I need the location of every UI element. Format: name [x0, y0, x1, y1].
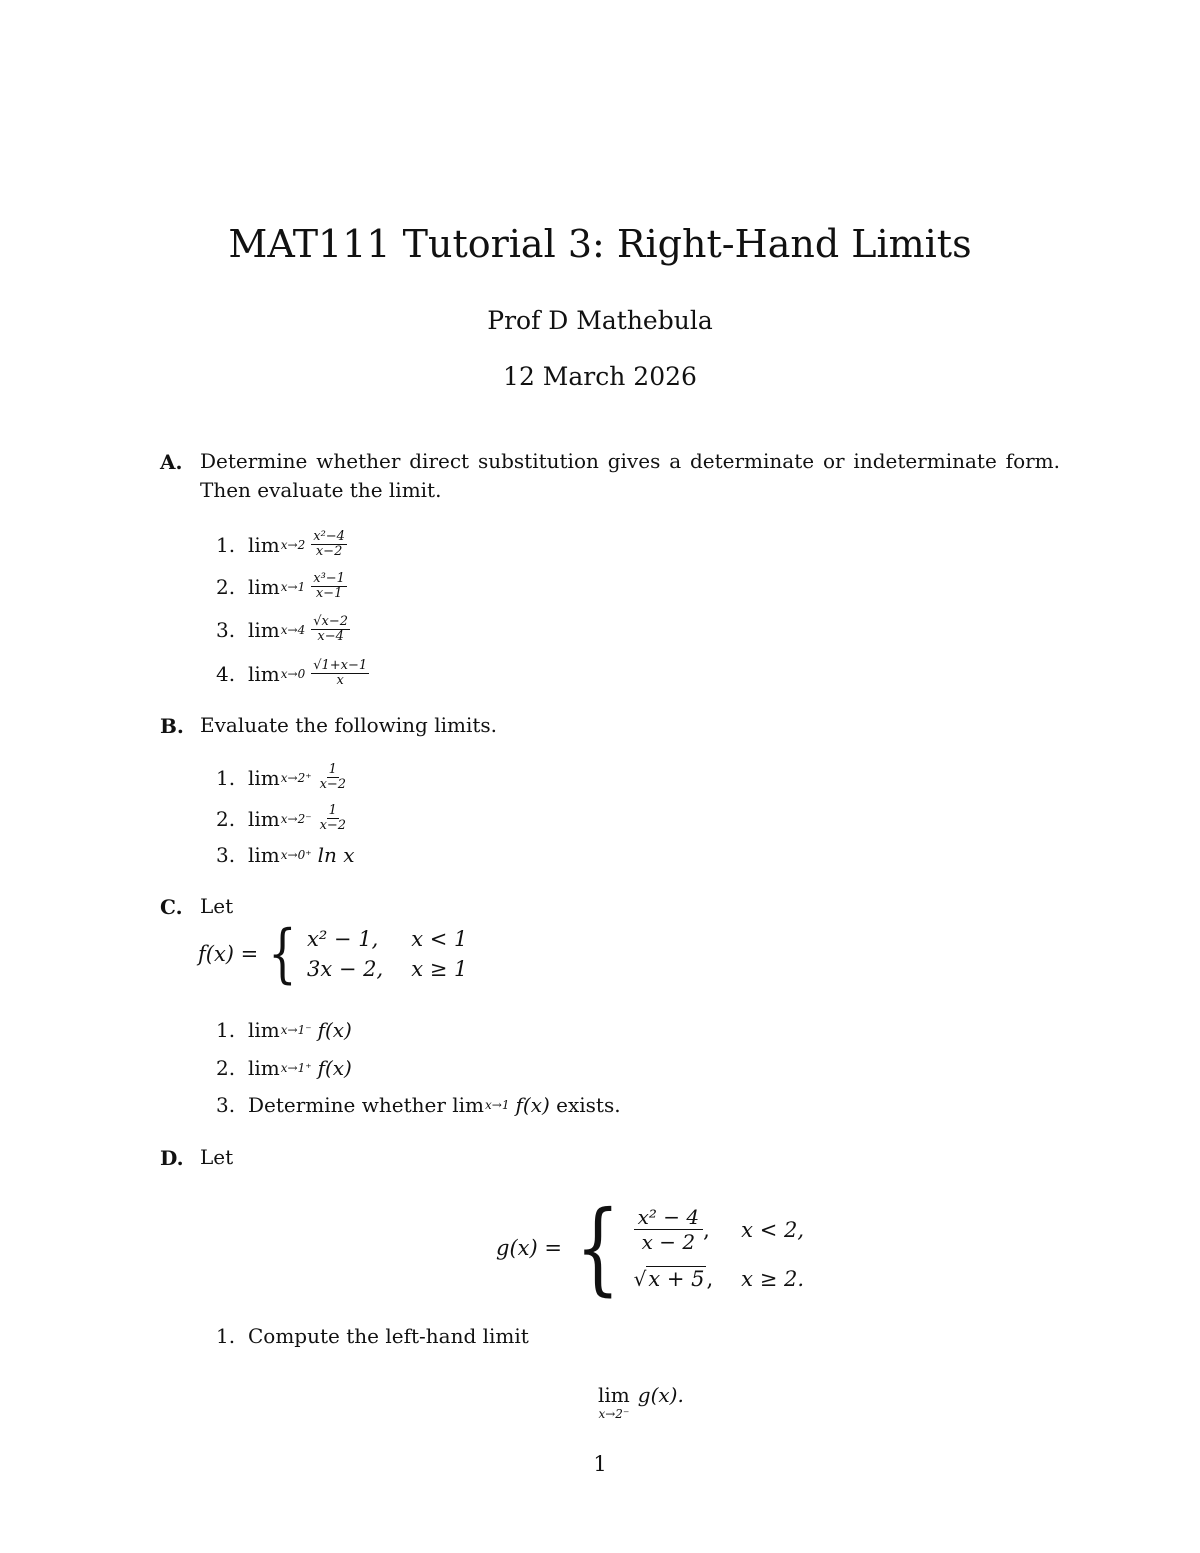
page-title: MAT111 Tutorial 3: Right-Hand Limits [228, 222, 972, 266]
denominator: x − 2 [641, 1230, 696, 1254]
numerator: x²−4 [313, 529, 345, 544]
section-a-label: A. [160, 450, 183, 474]
section-c-item-1 [216, 1018, 352, 1042]
fraction [311, 615, 350, 644]
section-b-item-2 [216, 804, 348, 833]
fraction [318, 763, 349, 792]
item-number: 1. [216, 1018, 236, 1042]
author: Prof D Mathebula [487, 306, 713, 335]
section-c-item-2 [216, 1056, 352, 1080]
section-b-text: Evaluate the following limits. [200, 713, 498, 737]
fraction [318, 804, 349, 833]
radical-icon: √ [633, 1267, 647, 1291]
section-b-label: B. [160, 714, 184, 738]
left-brace-icon: { [575, 1189, 621, 1306]
section-a-item-1 [216, 530, 347, 559]
section-b-item-3 [216, 843, 354, 867]
numerator: x³−1 [313, 571, 345, 586]
piecewise-g [496, 1189, 804, 1306]
section-c-item-3 [216, 1093, 621, 1117]
section-a-item-2 [216, 572, 347, 601]
item-number: 3. [216, 843, 236, 867]
lim-operator: lim [598, 1383, 630, 1407]
cases [307, 927, 467, 981]
section-a-item-3 [216, 615, 350, 644]
section-c-text: Let [200, 894, 234, 918]
lim-operator: lim [248, 574, 280, 599]
item-number: 2. [216, 806, 236, 831]
lim-subscript: x→0⁺ [280, 848, 312, 862]
lim-subscript: x→1⁺ [280, 1061, 312, 1075]
fraction [311, 659, 369, 688]
lim-operator: lim [248, 765, 280, 790]
denominator: x−4 [317, 629, 344, 644]
lim-operator: lim [248, 661, 280, 686]
expression: f(x) [515, 1093, 550, 1117]
case-cond: x ≥ 2. [741, 1266, 804, 1291]
case-cond: x ≥ 1 [411, 957, 468, 981]
expression: g(x). [637, 1383, 684, 1407]
lim-subscript: x→1⁻ [280, 1023, 312, 1037]
lim-operator: lim [248, 617, 280, 642]
case-expr: x² − 1, [307, 927, 379, 951]
item-number: 2. [216, 574, 236, 599]
piecewise-f [198, 917, 468, 991]
numerator: 1 [328, 762, 337, 777]
lim-subscript: x→1 [485, 1098, 510, 1112]
case-expr [634, 1266, 714, 1291]
denominator: x−2 [315, 544, 343, 559]
case-expr: 3x − 2, [307, 957, 384, 981]
numerator: x² − 4 [634, 1205, 704, 1230]
item-number: 2. [216, 1056, 236, 1080]
section-a-text: Determine whether direct substitution gives a determinate or indeterminate form. Then evaluate the limit. [200, 449, 1060, 502]
section-b-item-1 [216, 763, 348, 792]
numerator: √1+x−1 [313, 658, 368, 673]
numerator: 1 [328, 803, 337, 818]
denominator: x−2 [319, 818, 347, 833]
case-cond: x < 2, [741, 1217, 804, 1242]
section-a-item-4 [216, 659, 369, 688]
section-d-label: D. [160, 1146, 184, 1170]
lim-operator: lim [248, 843, 280, 867]
lim-operator: lim [248, 1018, 280, 1042]
section-d-item-1 [216, 1324, 529, 1348]
fraction [634, 1205, 704, 1254]
item-number: 1. [216, 532, 236, 557]
display-limit [598, 1383, 684, 1421]
section-d-text: Let [200, 1145, 234, 1169]
lim-subscript: x→0 [280, 666, 306, 681]
case-expr [634, 1205, 714, 1254]
lim-subscript: x→2⁺ [280, 770, 312, 785]
square-root [634, 1266, 707, 1291]
numerator: √x−2 [313, 614, 349, 629]
lim-subscript: x→2⁻ [280, 811, 312, 826]
item-text: Compute the left-hand limit [248, 1324, 529, 1348]
item-number: 3. [216, 617, 236, 642]
function-name: g(x) = [496, 1236, 562, 1260]
item-text-post: exists. [549, 1093, 621, 1117]
section-c-label: C. [160, 895, 183, 919]
left-brace-icon: { [268, 917, 297, 991]
item-number: 1. [216, 765, 236, 790]
denominator: x [336, 673, 344, 688]
expression: f(x) [317, 1018, 352, 1042]
function-name: f(x) = [198, 942, 259, 966]
fraction [311, 572, 347, 601]
expression: ln x [317, 843, 355, 867]
denominator: x−1 [315, 586, 343, 601]
denominator: x−2 [319, 777, 347, 792]
item-number: 3. [216, 1093, 236, 1117]
lim-operator: lim [248, 1056, 280, 1080]
item-number: 1. [216, 1324, 236, 1348]
lim-subscript: x→4 [280, 622, 306, 637]
fraction [311, 530, 347, 559]
lim-subscript: x→1 [280, 579, 306, 594]
lim-operator: lim [452, 1093, 485, 1117]
case-cond: x < 1 [411, 927, 468, 951]
comma: , [703, 1217, 710, 1242]
date: 12 March 2026 [503, 362, 697, 391]
comma: , [706, 1266, 714, 1291]
radicand: x + 5 [648, 1267, 705, 1291]
cases [634, 1205, 804, 1291]
lim-operator: lim [248, 806, 280, 831]
lim-subscript: x→2⁻ [598, 1407, 630, 1421]
item-text-pre: Determine whether [248, 1093, 453, 1117]
item-number: 4. [216, 661, 236, 686]
expression: f(x) [317, 1056, 352, 1080]
lim-operator: lim [248, 532, 280, 557]
lim-subscript: x→2 [280, 537, 306, 552]
lim-stack [598, 1383, 630, 1421]
page-number: 1 [593, 1452, 607, 1476]
